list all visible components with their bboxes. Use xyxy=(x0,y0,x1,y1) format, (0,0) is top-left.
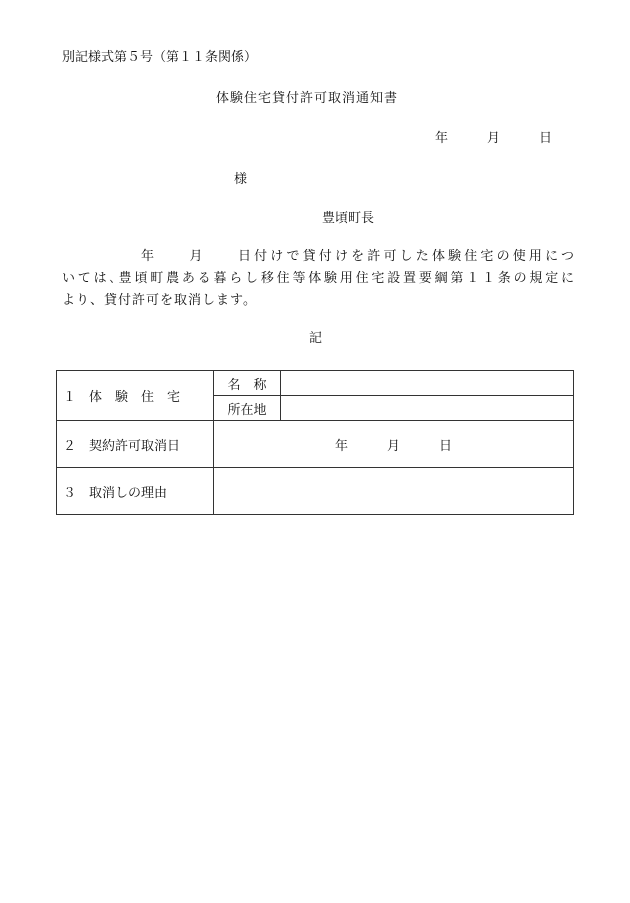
name-label: 名 称 xyxy=(214,371,281,396)
details-table xyxy=(56,370,574,515)
form-reference: 別記様式第５号（第１１条関係） xyxy=(62,50,258,65)
row-label-cancel-date: ２ 契約許可取消日 xyxy=(57,421,214,468)
reason-field[interactable] xyxy=(214,468,574,515)
document-title: 体験住宅貸付許可取消通知書 xyxy=(216,91,399,106)
row-label-housing: １ 体 験 住 宅 xyxy=(57,371,214,421)
row-label-reason: ３ 取消しの理由 xyxy=(57,468,214,515)
body-line-2: いては､豊頃町農ある暮らし移住等体験用住宅設置要綱第１１条の規定に xyxy=(62,271,574,286)
name-field[interactable] xyxy=(281,371,574,396)
body-line-1: 年 月 日付けで貸付けを許可した体験住宅の使用につ xyxy=(141,249,574,264)
location-label: 所在地 xyxy=(214,396,281,421)
addressee-suffix: 様 xyxy=(234,172,248,187)
ki-heading: 記 xyxy=(309,331,323,346)
body-paragraph xyxy=(62,246,574,312)
body-line-3: より、貸付許可を取消します。 xyxy=(62,293,257,308)
location-field[interactable] xyxy=(281,396,574,421)
cancel-date-field[interactable]: 年 月 日 xyxy=(214,421,574,468)
issue-date: 年 月 日 xyxy=(435,131,553,146)
issuer-name: 豊頃町長 xyxy=(322,211,375,226)
